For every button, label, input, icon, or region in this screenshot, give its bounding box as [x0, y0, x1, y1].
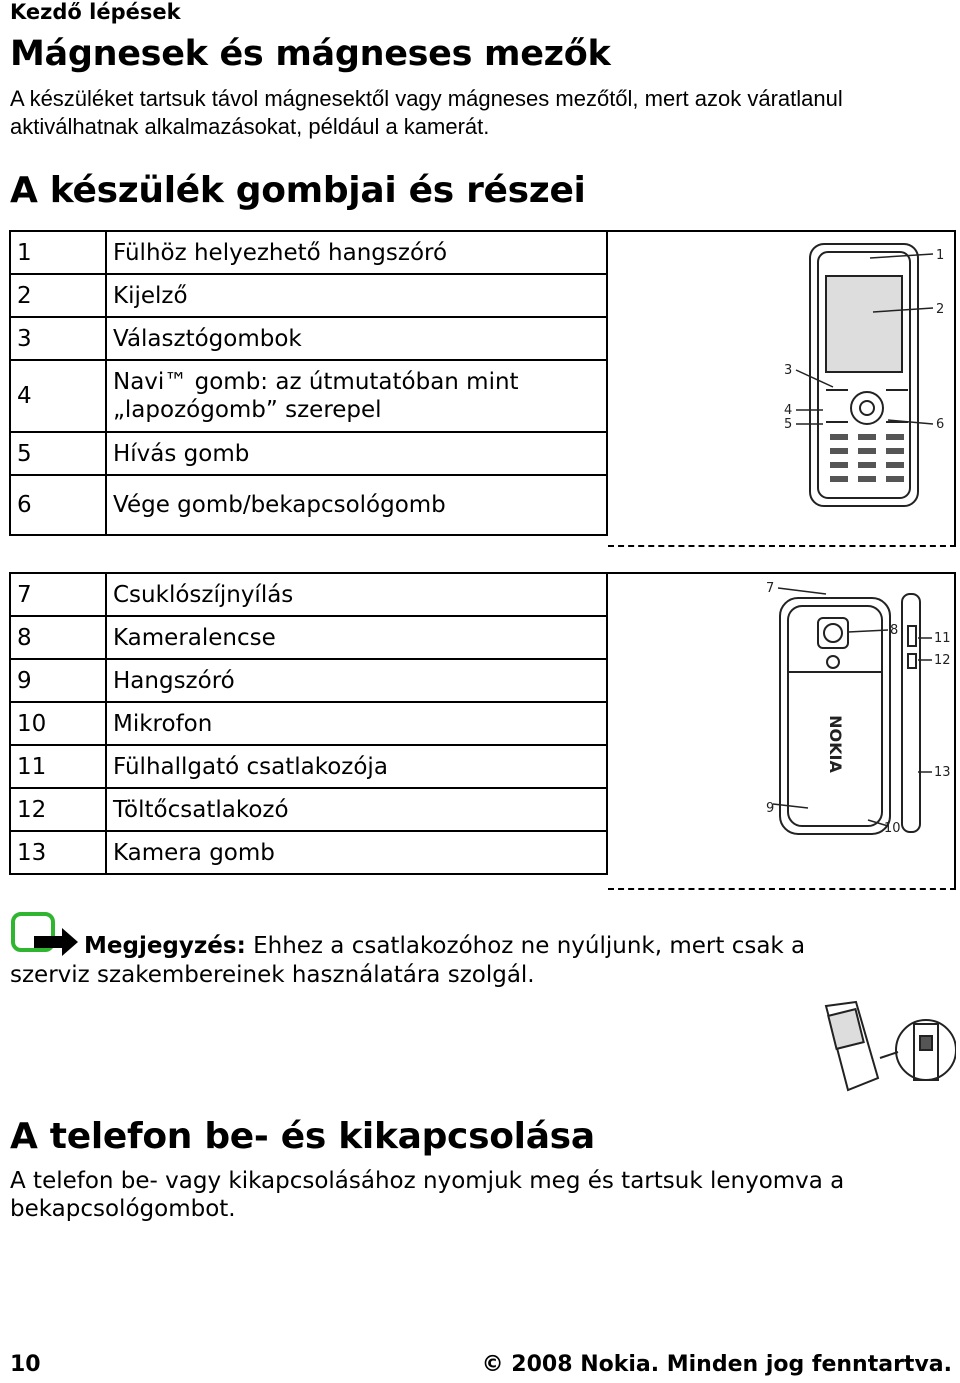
- brand-logo: NOKIA: [826, 715, 845, 773]
- front-phone-illustration: [608, 232, 954, 545]
- connector-illustration: [808, 1000, 956, 1096]
- callout-label: 12: [934, 653, 951, 668]
- table-row: [10, 274, 607, 317]
- table-row: [10, 432, 607, 475]
- table-row: [10, 831, 607, 874]
- back-phone-illustration: [608, 574, 954, 888]
- part-number: 3: [10, 317, 106, 360]
- parts-heading: A készülék gombjai és részei: [10, 170, 586, 211]
- part-number: 2: [10, 274, 106, 317]
- callout-label: 1: [936, 248, 945, 263]
- front-parts-table: [9, 230, 608, 536]
- magnets-heading: Mágnesek és mágneses mezők: [10, 34, 611, 74]
- part-label: Választógombok: [106, 317, 607, 360]
- callout-label: 8: [890, 623, 899, 638]
- part-label: Kamera gomb: [106, 831, 607, 874]
- copyright-footer: © 2008 Nokia. Minden jog fenntartva.: [481, 1352, 952, 1377]
- callout-label: 9: [766, 801, 775, 816]
- table-row: [10, 360, 607, 432]
- table-row: [10, 616, 607, 659]
- table-row: [10, 475, 607, 535]
- part-number: 12: [10, 788, 106, 831]
- back-phone-figure: [608, 572, 956, 890]
- back-parts-table: [9, 572, 608, 875]
- note-label: Megjegyzés:: [84, 933, 246, 959]
- part-label: Navi™ gomb: az útmutatóban mint „lapozógomb” szerepel: [106, 360, 607, 432]
- part-number: 4: [10, 360, 106, 432]
- table-row: [10, 659, 607, 702]
- part-label: Fülhallgató csatlakozója: [106, 745, 607, 788]
- table-row: [10, 745, 607, 788]
- part-number: 10: [10, 702, 106, 745]
- callout-label: 2: [936, 302, 945, 317]
- part-number: 13: [10, 831, 106, 874]
- callout-label: 3: [784, 363, 793, 378]
- part-label: Kameralencse: [106, 616, 607, 659]
- front-phone-figure: [608, 230, 956, 547]
- callout-label: 10: [884, 821, 901, 836]
- section-label: Kezdő lépések: [10, 0, 181, 24]
- callout-label: 11: [934, 631, 951, 646]
- note-text: Ehhez a csatlakozóhoz ne nyúljunk, mert csak a szerviz szakembereinek használatára szolgál.: [10, 933, 806, 988]
- part-label: Fülhöz helyezhető hangszóró: [106, 231, 607, 274]
- magnets-text: A készüléket tartsuk távol mágnesektől vagy mágneses mezőtől, mert azok váratlanul aktiválhatnak alkalmazásokat, például a kamerát.: [10, 86, 843, 139]
- callout-label: 7: [766, 581, 775, 596]
- note-text-block: [10, 932, 890, 990]
- callout-label: 4: [784, 403, 793, 418]
- callout-label: 6: [936, 417, 945, 432]
- part-label: Mikrofon: [106, 702, 607, 745]
- part-label: Vége gomb/bekapcsológomb: [106, 475, 607, 535]
- part-number: 11: [10, 745, 106, 788]
- part-number: 8: [10, 616, 106, 659]
- page-number: 10: [10, 1352, 41, 1377]
- table-row: [10, 231, 607, 274]
- part-label: Töltőcsatlakozó: [106, 788, 607, 831]
- power-heading: A telefon be- és kikapcsolása: [10, 1116, 595, 1157]
- part-number: 7: [10, 573, 106, 616]
- table-row: [10, 702, 607, 745]
- part-label: Kijelző: [106, 274, 607, 317]
- part-label: Csuklószíjnyílás: [106, 573, 607, 616]
- table-row: [10, 788, 607, 831]
- table-row: [10, 573, 607, 616]
- part-label: Hívás gomb: [106, 432, 607, 475]
- callout-label: 5: [784, 417, 793, 432]
- part-label: Hangszóró: [106, 659, 607, 702]
- power-text: A telefon be- vagy kikapcsolásához nyomjuk meg és tartsuk lenyomva a bekapcsológombot.: [10, 1168, 845, 1222]
- table-row: [10, 317, 607, 360]
- part-number: 9: [10, 659, 106, 702]
- part-number: 5: [10, 432, 106, 475]
- part-number: 1: [10, 231, 106, 274]
- callout-label: 13: [934, 765, 951, 780]
- part-number: 6: [10, 475, 106, 535]
